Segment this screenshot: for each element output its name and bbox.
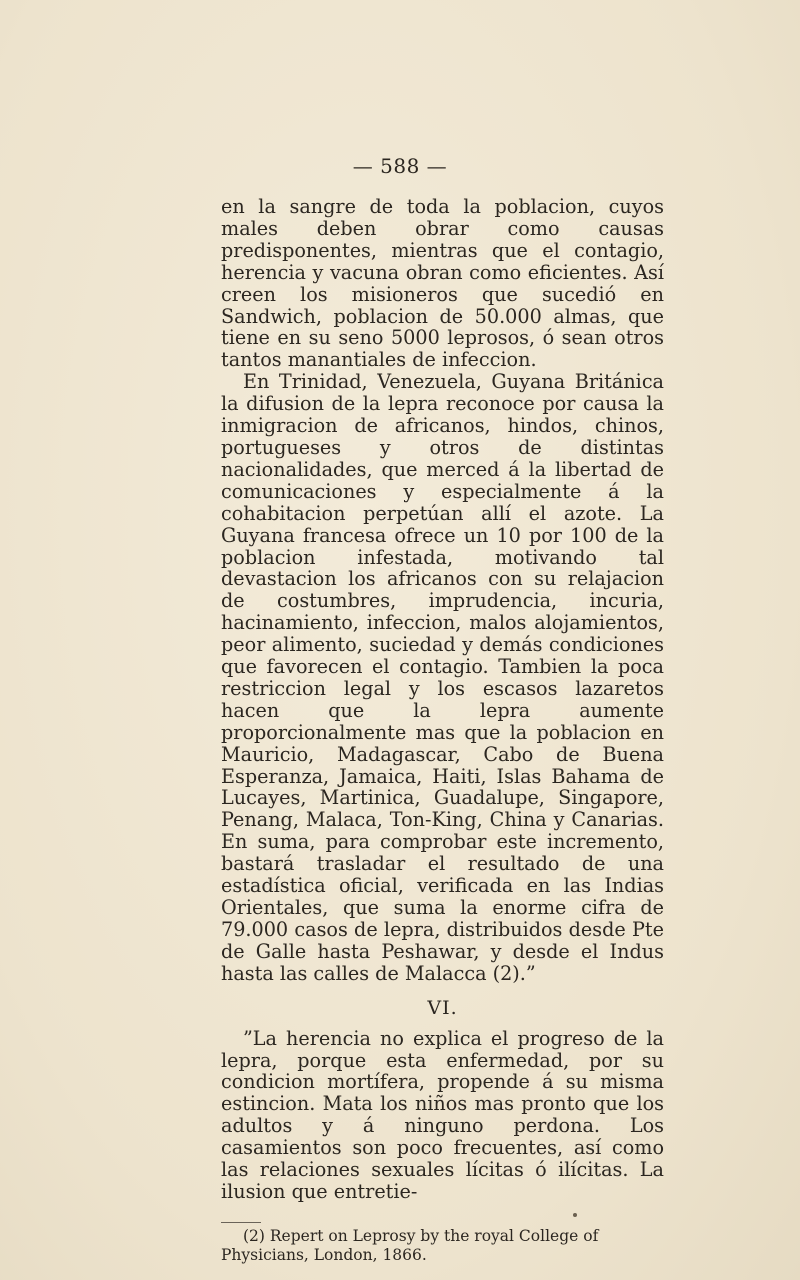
paragraph-1: en la sangre de toda la poblacion, cuyos males deben obrar como causas predisponentes, mientras que el contagio, herencia y vacuna obran como eficientes. Así creen los misioneros que sucedió en Sandwich, poblacion de 50.000 almas, que tiene en su seno 5000 leprosos, ó sean otros tantos manantiales de infeccion.	[221, 195, 664, 372]
body-text	[221, 196, 664, 1265]
paragraph-2: En Trinidad, Venezuela, Guyana Británica la difusion de la lepra reconoce por causa la inmigracion de africanos, hindos, chinos, portugueses y otros de distintas nacionalidades, que merced á la libertad de comunicaciones y especialmente á la cohabitacion perpetúan allí el azote. La Guyana francesa ofrece un 10 por 100 de la poblacion infestada, motivando tal devastacion los africanos con su relajacion de costumbres, imprudencia, incuria, hacinamiento, infeccion, malos alojamientos, peor alimento, suciedad y demás condiciones que favorecen el contagio. Tambien la poca restriccion legal y los escasos lazaretos hacen que la lepra aumente proporcionalmente mas que la poblacion en Mauricio, Madagascar, Cabo de Buena Esperanza, Jamaica, Haiti, Islas Bahama de Lucayes, Martinica, Guadalupe, Singapore, Penang, Malaca, Ton-King, China y Canarias. En suma, para comprobar este incremento, bastará trasladar el resultado de una estadística oficial, verificada en las Indias Orientales, que suma la enorme cifra de 79.000 casos de lepra, distribuidos desde Pte de Galle hasta Peshawar, y desde el Indus hasta las calles de Malacca (2).”	[221, 370, 664, 985]
ink-speck	[573, 1213, 577, 1217]
footnote-divider	[221, 1222, 261, 1223]
section-heading: VI.	[427, 996, 458, 1019]
section-paragraph: ”La herencia no explica el progreso de la lepra, porque esta enfermedad, por su condicion mortífera, propende á su misma estincion. Mata los niños mas pronto que los adultos y á ninguno perdona. Los casamientos son poco frecuentes, así como las relaciones sexuales lícitas ó ilícitas. La ilusion que entretie-	[221, 1026, 664, 1203]
footnote: (2) Repert on Leprosy by the royal College of Physicians, London, 1866.	[221, 1226, 599, 1264]
page-number: — 588 —	[352, 154, 448, 178]
